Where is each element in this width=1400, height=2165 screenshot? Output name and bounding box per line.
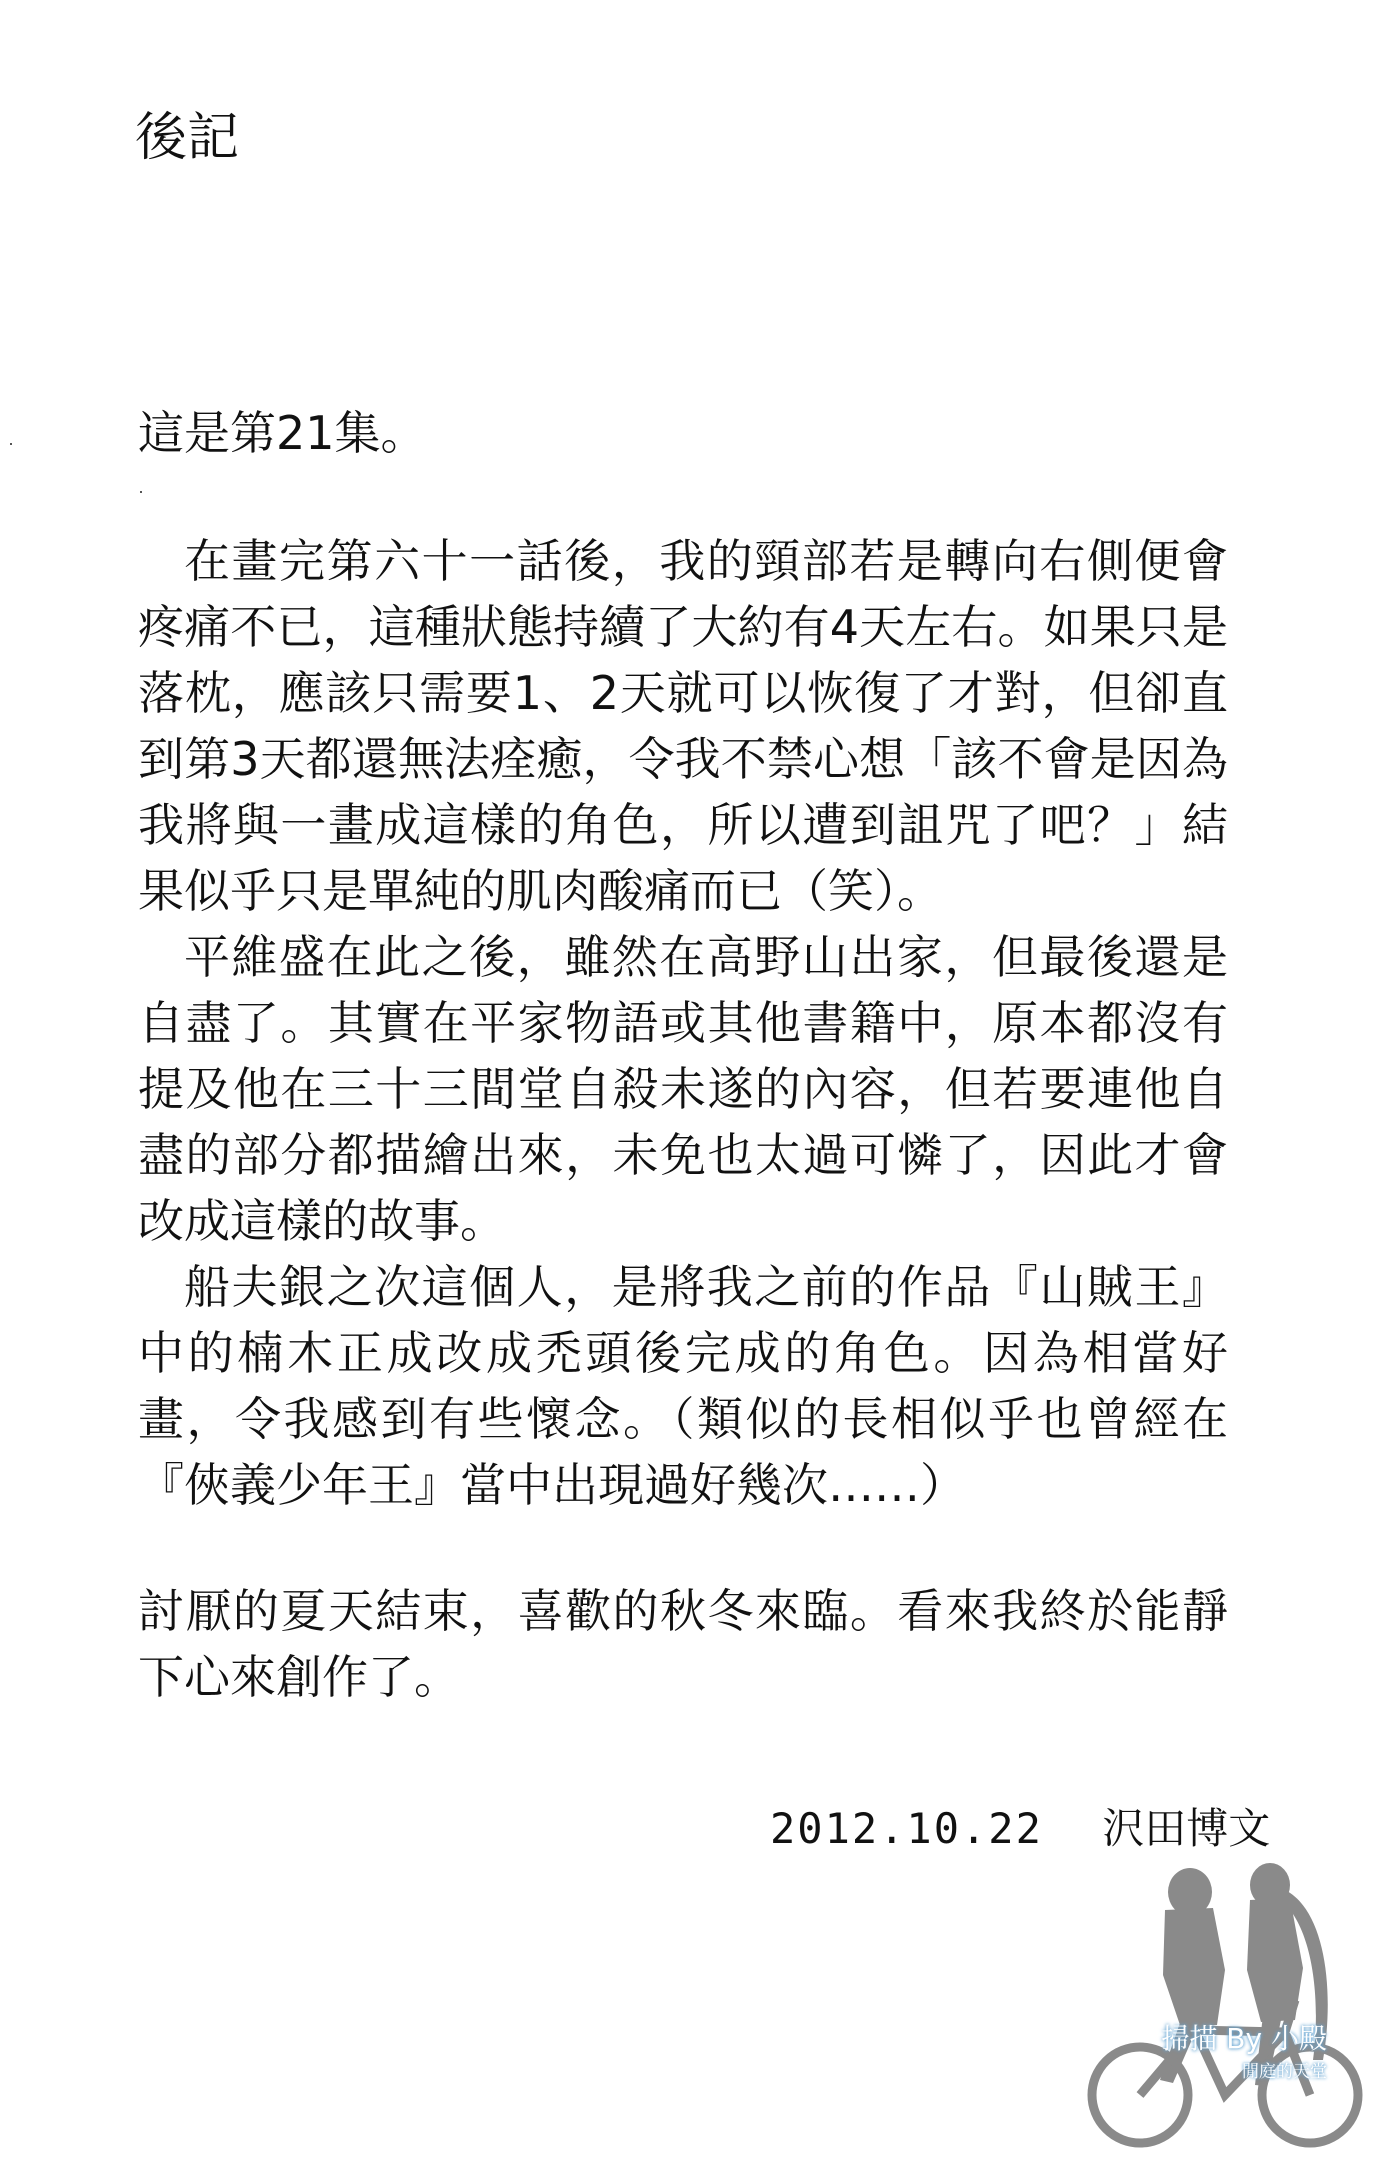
closing-paragraph: 討厭的夏天結束，喜歡的秋冬來臨。看來我終於能靜下心來創作了。 <box>138 1584 1228 1704</box>
watermark-subtext: 閒庭的天堂 <box>1242 2062 1327 2082</box>
paragraph-3: 船夫銀之次這個人，是將我之前的作品『山賊王』中的楠木正成改成禿頭後完成的角色。因為相當好畫，令我感到有些懷念。（類似的長相似乎也曾經在『俠義少年王』當中出現過好幾次……） <box>138 1260 1228 1512</box>
paragraph-1: 在畫完第六十一話後，我的頸部若是轉向右側便會疼痛不已，這種狀態持續了大約有4天左右。如果只是落枕，應該只需要1、2天就可以恢復了才對，但卻直到第3天都還無法痊癒，令我不禁心想「該不會是因為我將與一畫成這樣的角色，所以遭到詛咒了吧？」結果似乎只是單純的肌肉酸痛而已（笑）。 <box>138 534 1228 918</box>
page-title: 後記 <box>135 108 240 168</box>
signature-author: 沢田博文 <box>1102 1804 1271 1853</box>
stray-mark <box>140 491 142 493</box>
scanner-watermark <box>1085 1850 1385 2150</box>
closing-block <box>138 1578 1228 1710</box>
signature <box>770 1804 1271 1853</box>
intro-block <box>138 400 1228 466</box>
body-text <box>138 528 1228 1518</box>
watermark-text: 掃描 By 小殿 <box>1161 2022 1327 2055</box>
stray-mark <box>10 443 12 445</box>
bicycle-silhouette-icon <box>1085 1850 1385 2150</box>
signature-date: 2012.10.22 <box>770 1804 1043 1853</box>
paragraph-2: 平維盛在此之後，雖然在高野山出家，但最後還是自盡了。其實在平家物語或其他書籍中，原本都沒有提及他在三十三間堂自殺未遂的內容，但若要連他自盡的部分都描繪出來，未免也太過可憐了，因此才會改成這樣的故事。 <box>138 930 1228 1248</box>
intro-line: 這是第21集。 <box>138 406 427 460</box>
